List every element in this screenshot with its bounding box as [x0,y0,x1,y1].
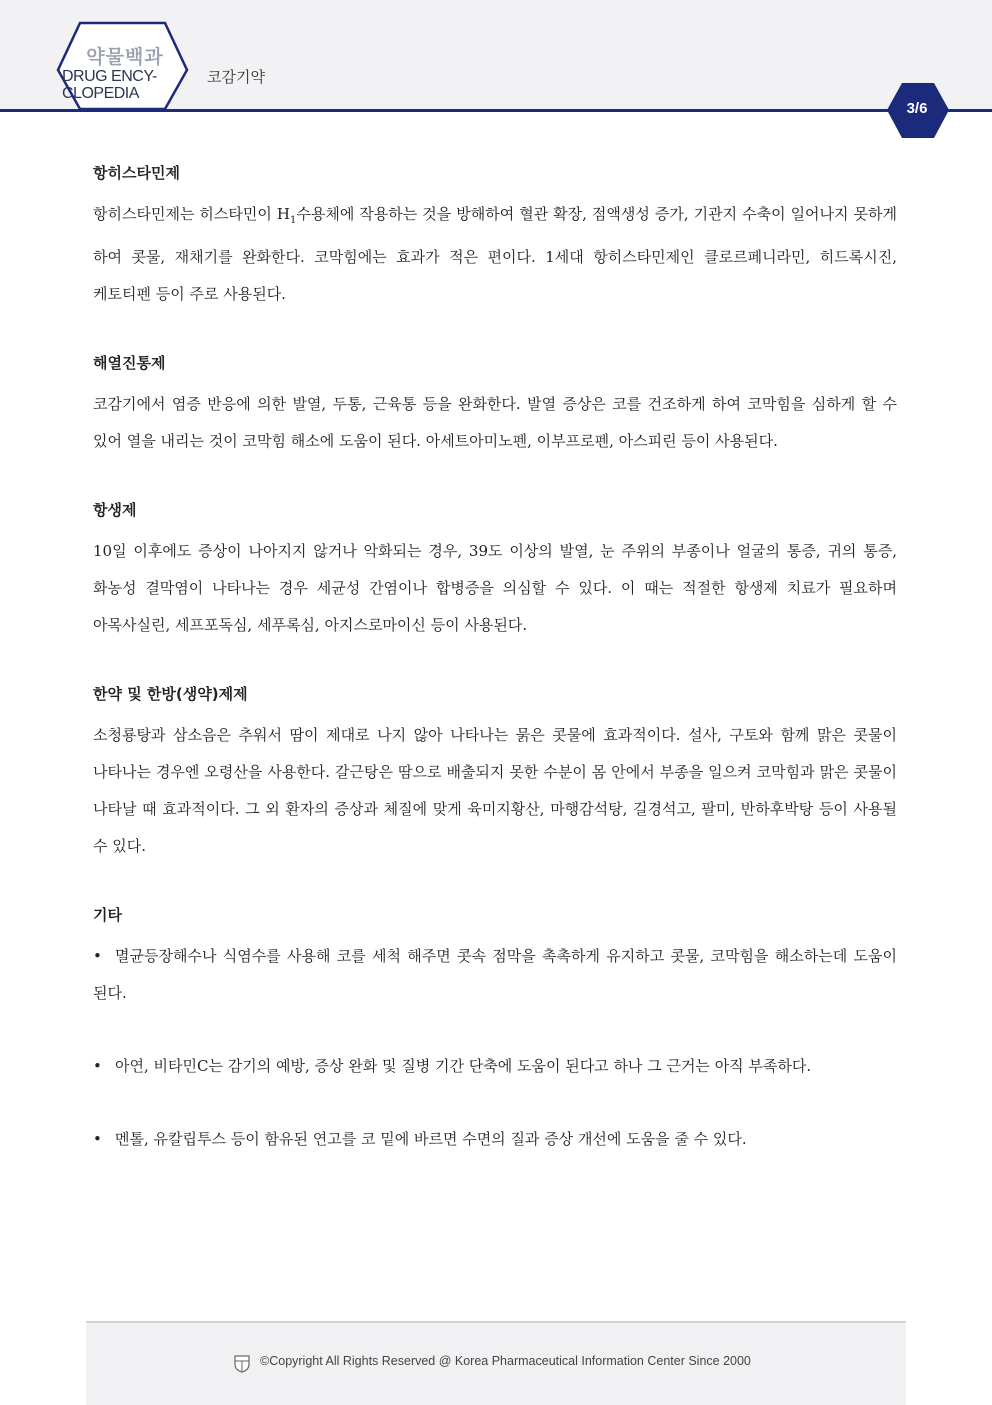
copyright-text: ©Copyright All Rights Reserved @ Korea Pharmaceutical Information Center Since 2000 [260,1354,751,1368]
bullet-item [93,1048,897,1085]
paragraph-text-part: 수용체에 작용하는 것을 방해하여 혈관 확장, 점액생성 증가, 기관지 수축이 일어나지 못하게 하여 콧물, 재채기를 완화한다. 코막힘에는 효과가 적은 편이다. 1세대 항히스타민제인 클로르페니라민, 히드록시진, 케토티펜 등이 주로 사용된다. [93,205,898,303]
bullet-dot: • [93,1057,102,1075]
bullet-dot: • [93,1130,102,1148]
section-paragraph [93,196,897,313]
logo-en-line1: DRUG ENCY- [62,68,157,85]
logo-en-line2: CLOPEDIA [62,85,139,102]
page-footer [86,1321,906,1405]
category-title: 코감기약 [207,68,265,86]
section-herbal [93,681,897,865]
section-paragraph: 10일 이후에도 증상이 나아지지 않거나 악화되는 경우, 39도 이상의 발열, 눈 주위의 부종이나 얼굴의 통증, 귀의 통증, 화농성 결막염이 나타나는 경우 세균성 간염이나 합병증을 의심할 수 있다. 이 때는 적절한 항생제 치료가 필요하며 아목사실린, 세프포독심, 세푸록심, 아지스로마이신 등이 사용된다. [93,542,897,634]
bullet-dot: • [93,947,102,965]
bullet-item [93,1121,897,1158]
section-antihistamine [93,160,897,313]
logo-title: 약물백과 [86,46,164,68]
page-header [0,0,992,117]
section-title: 항히스타민제 [93,164,180,182]
section-paragraph: 소청룡탕과 삼소음은 추워서 땀이 제대로 나지 않아 나타나는 묽은 콧물에 효과적이다. 설사, 구토와 함께 맑은 콧물이 나타나는 경우엔 오령산을 사용한다. 갈근탕은 땀으로 배출되지 못한 수분이 몸 안에서 부종을 일으켜 코막힘과 맑은 콧물이 나타날 때 효과적이다. 그 외 환자의 증상과 체질에 맞게 육미지황산, 마행감석탕, 길경석고, 팔미, 반하후박탕 등이 사용될 수 있다. [93,726,897,855]
bullet-text: 아연, 비타민C는 감기의 예방, 증상 완화 및 질병 기간 단축에 도움이 된다고 하나 그 근거는 아직 부족하다. [115,1057,812,1075]
document-body [93,160,897,1195]
bullet-text: 멘톨, 유칼립투스 등이 함유된 연고를 코 밑에 바르면 수면의 질과 증상 개선에 도움을 줄 수 있다. [115,1130,747,1148]
subscript-text: 1 [289,215,297,226]
section-antipyretic [93,350,897,460]
header-divider [0,109,992,112]
paragraph-text-part: 항히스타민제는 히스타민이 H [93,205,290,223]
section-title: 항생제 [93,501,137,519]
page-indicator: 3/6 [906,100,928,117]
bullet-item [93,938,897,1012]
section-title: 한약 및 한방(생약)제제 [93,685,248,703]
section-paragraph: 코감기에서 염증 반응에 의한 발열, 두통, 근육통 등을 완화한다. 발열 증상은 코를 건조하게 하여 코막힘을 심하게 할 수 있어 열을 내리는 것이 코막힘 해소에 도움이 된다. 아세트아미노펜, 이부프로펜, 아스피린 등이 사용된다. [93,395,897,450]
section-title: 해열진통제 [93,354,166,372]
logo-english [62,68,182,102]
section-antibiotic [93,497,897,644]
section-etc [93,902,897,1158]
bullet-text: 멸균등장해수나 식염수를 사용해 코를 세척 해주면 콧속 점막을 촉촉하게 유지하고 콧물, 코막힘을 해소하는데 도움이 된다. [93,947,897,1002]
section-title: 기타 [93,906,122,924]
shield-crest-icon [234,1355,250,1373]
